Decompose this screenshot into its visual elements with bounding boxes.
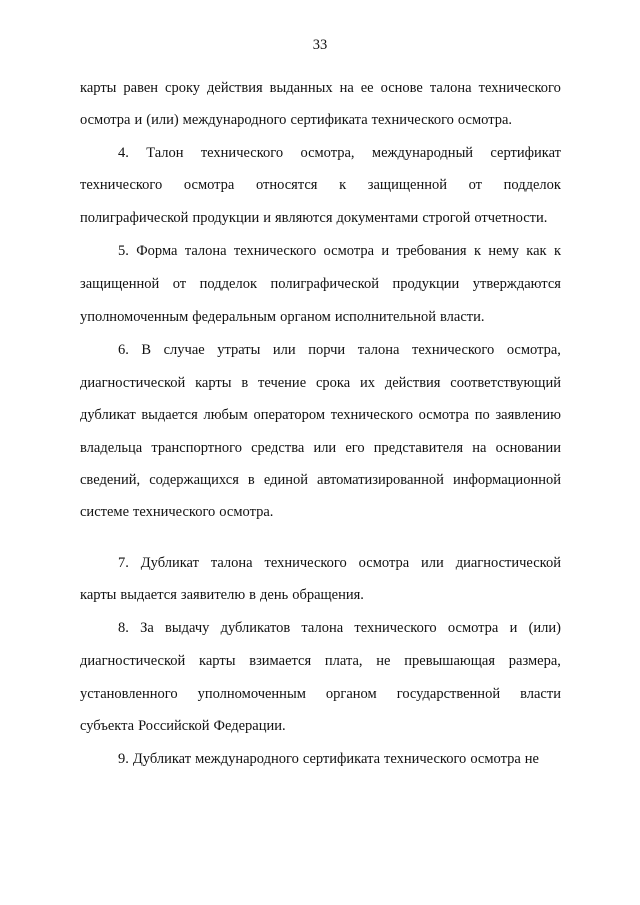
text-line (80, 716, 561, 736)
text-line (80, 208, 561, 228)
word: действия (384, 375, 441, 391)
word: технического (264, 555, 347, 571)
word: 5. (118, 243, 129, 259)
word: 8. (118, 620, 129, 636)
word: технического (412, 342, 495, 358)
word: карты (199, 653, 236, 669)
word: исполнительной (334, 309, 437, 325)
word: или (421, 555, 444, 571)
word: день (260, 587, 289, 603)
word: диагностической (455, 555, 561, 571)
word: утверждаются (472, 276, 561, 292)
text-line (80, 470, 561, 490)
word: осмотра (183, 177, 235, 193)
word: осмотра (470, 751, 521, 767)
word: власти. (440, 309, 485, 325)
word: течение (258, 375, 307, 391)
text-line (80, 143, 561, 163)
word: оператором (253, 407, 326, 423)
word: обращения. (292, 587, 364, 603)
word: Форма (136, 243, 178, 259)
word: государственной (396, 686, 501, 702)
word: продукции (192, 210, 260, 226)
word: выдается (141, 407, 198, 423)
word: диагностической (80, 375, 186, 391)
word: осмотра (418, 407, 470, 423)
word: осмотра (323, 243, 375, 259)
word: и (263, 210, 272, 226)
word: транспортного (151, 440, 242, 456)
word: осмотра, (300, 145, 355, 161)
word: сертификата (290, 112, 368, 128)
word: системе (80, 504, 130, 520)
word: по (474, 407, 490, 423)
word: на (339, 80, 354, 96)
word: относятся (255, 177, 318, 193)
word: защищенной (80, 276, 160, 292)
word: 7. (118, 555, 129, 571)
word: федеральным (192, 309, 277, 325)
word: превышающая (404, 653, 496, 669)
word: соответствующий (450, 375, 561, 391)
word: Талон (146, 145, 184, 161)
word: к (553, 243, 561, 259)
word: (или) (528, 620, 561, 636)
text-line (80, 175, 561, 195)
word: талона (429, 80, 472, 96)
word: международного (195, 751, 299, 767)
text-line (80, 307, 561, 327)
word: защищенной (367, 177, 447, 193)
word: основании (495, 440, 561, 456)
word: технического (80, 177, 163, 193)
word: (или) (146, 112, 179, 128)
word: плата, (324, 653, 363, 669)
word: подделок (199, 276, 257, 292)
word: технического (330, 407, 413, 423)
word: равен (123, 80, 159, 96)
word: взимается (249, 653, 312, 669)
word: его (345, 440, 365, 456)
word: и (509, 620, 518, 636)
word: власти (520, 686, 561, 702)
word: утраты (217, 342, 261, 358)
word: технического (371, 112, 454, 128)
word: сертификат (490, 145, 561, 161)
word: технического (478, 80, 561, 96)
word: карты (80, 80, 117, 96)
text-line (80, 340, 561, 360)
word: порчи (308, 342, 346, 358)
word: сведений, (80, 472, 141, 488)
word: осмотра (80, 112, 131, 128)
word: не (376, 653, 391, 669)
word: Российской (138, 718, 210, 734)
word: в (247, 472, 255, 488)
word: полиграфической (270, 276, 379, 292)
word: выдается (120, 587, 177, 603)
word: выдачу (165, 620, 210, 636)
word: 4. (118, 145, 129, 161)
word: сроку (165, 80, 201, 96)
word: любым (203, 407, 248, 423)
word: установленного (80, 686, 178, 702)
word: технического (233, 243, 317, 259)
text-line (80, 651, 561, 671)
word: органом (325, 686, 377, 702)
word: от (172, 276, 187, 292)
word: карты (195, 375, 232, 391)
word: полиграфической (80, 210, 189, 226)
word: субъекта (80, 718, 135, 734)
word: представителя (373, 440, 464, 456)
word: сертификата (302, 751, 381, 767)
word: на (472, 440, 487, 456)
text-line (80, 553, 561, 573)
word: талона (184, 243, 227, 259)
word: заявителю (180, 587, 246, 603)
word: от (468, 177, 482, 193)
text-line (80, 618, 561, 638)
text-line (80, 749, 561, 769)
word: международный (371, 145, 474, 161)
text-line (80, 502, 561, 522)
text-line (80, 438, 561, 458)
word: отчетности. (474, 210, 548, 226)
text-line (80, 405, 561, 425)
word: карты (80, 587, 117, 603)
page-number: 33 (312, 37, 328, 53)
word: осмотра, (506, 342, 561, 358)
word: строгой (422, 210, 471, 226)
word: 6. (118, 342, 129, 358)
word: технического (200, 145, 284, 161)
word: Дубликат (132, 751, 192, 767)
word: автоматизированной (317, 472, 444, 488)
text-line (80, 373, 561, 393)
word: или (313, 440, 337, 456)
word: не (524, 751, 539, 767)
word: подделок (503, 177, 561, 193)
word: ее (360, 80, 374, 96)
word: и (381, 243, 390, 259)
word: являются (275, 210, 333, 226)
word: талона (301, 620, 344, 636)
word: органом (280, 309, 331, 325)
word: осмотра. (219, 504, 274, 520)
word: к (339, 177, 347, 193)
word: действия (207, 80, 263, 96)
word: уполномоченным (197, 686, 306, 702)
word: содержащихся (149, 472, 239, 488)
text-line (80, 585, 561, 605)
word: случае (163, 342, 205, 358)
text-line (80, 684, 561, 704)
word: диагностической (80, 653, 186, 669)
word: и (134, 112, 143, 128)
word: технического (384, 751, 467, 767)
word: дубликат (80, 407, 136, 423)
text-line (80, 78, 561, 98)
word: продукции (392, 276, 460, 292)
word: осмотра (358, 555, 410, 571)
word: единой (263, 472, 308, 488)
word: срока (315, 375, 351, 391)
text-line (80, 274, 561, 294)
word: дубликатов (220, 620, 291, 636)
word: в (241, 375, 249, 391)
word: выданных (269, 80, 333, 96)
word: или (272, 342, 296, 358)
word: основе (380, 80, 423, 96)
text-line (80, 110, 561, 130)
word: владельца (80, 440, 143, 456)
word: к (473, 243, 481, 259)
word: информационной (452, 472, 561, 488)
text-line (80, 241, 561, 261)
word: осмотра (447, 620, 499, 636)
word: как (526, 243, 547, 259)
word: размера, (508, 653, 561, 669)
word: нему (488, 243, 519, 259)
word: талона (357, 342, 400, 358)
word: уполномоченным (80, 309, 189, 325)
word: талона (210, 555, 253, 571)
word: Дубликат (140, 555, 199, 571)
word: За (140, 620, 154, 636)
word: заявлению (495, 407, 561, 423)
word: технического (354, 620, 437, 636)
word: их (360, 375, 376, 391)
word: осмотра. (457, 112, 513, 128)
word: Федерации. (213, 718, 286, 734)
word: В (141, 342, 152, 358)
word: в (249, 587, 257, 603)
word: 9. (118, 751, 129, 767)
word: требования (396, 243, 467, 259)
word: документами (336, 210, 419, 226)
word: международного (182, 112, 287, 128)
word: средства (251, 440, 305, 456)
word: технического (133, 504, 216, 520)
